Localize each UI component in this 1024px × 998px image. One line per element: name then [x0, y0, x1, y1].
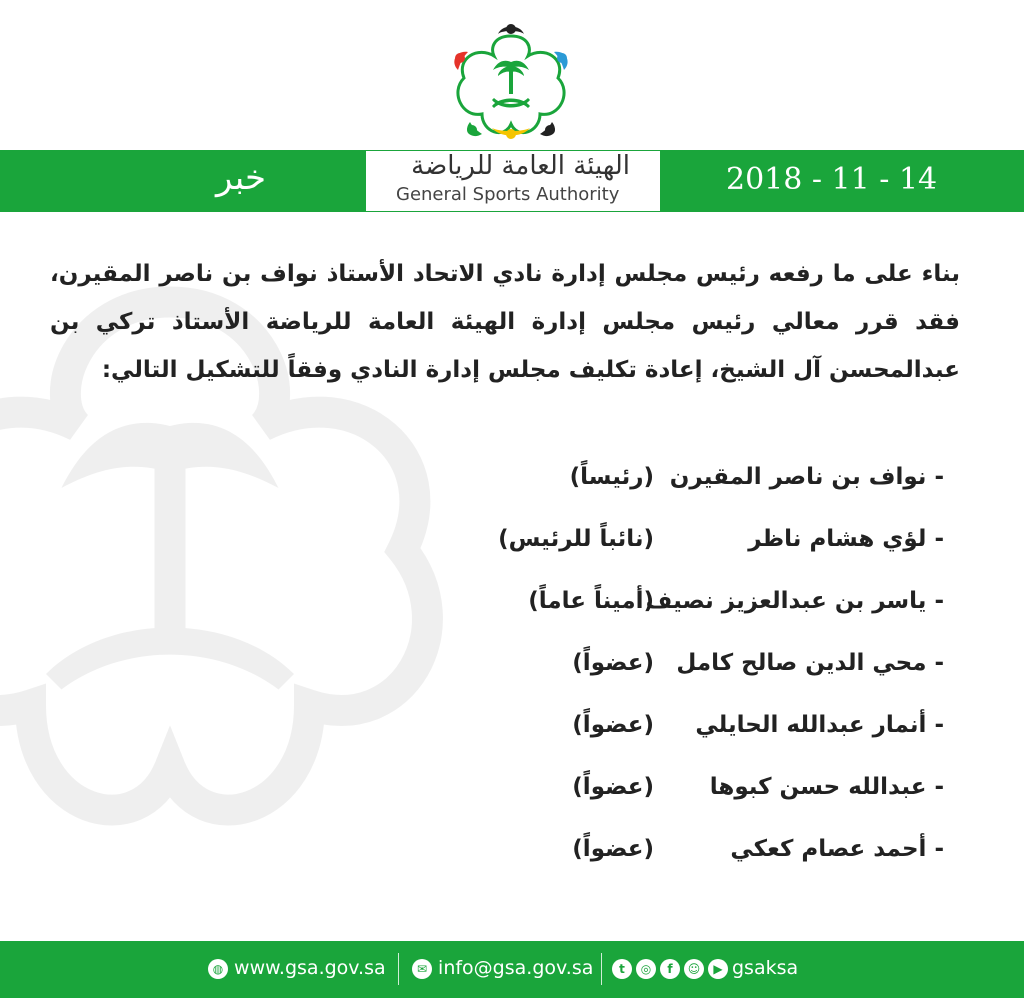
- date-block: [660, 150, 1024, 212]
- globe-icon: ◍: [208, 959, 228, 979]
- org-name-arabic: الهيئة العامة للرياضة: [411, 151, 630, 181]
- email-link[interactable]: [412, 957, 593, 979]
- website-link[interactable]: [208, 957, 386, 979]
- twitter-icon[interactable]: t: [612, 959, 632, 979]
- member-role: (نائباً للرئيس): [498, 526, 654, 552]
- social-icons: [612, 959, 728, 979]
- member-role: (عضواً): [572, 650, 654, 676]
- member-name: - نواف بن ناصر المقيرن: [669, 464, 944, 490]
- member-name: - ياسر بن عبدالعزيز نصيف: [645, 588, 944, 614]
- org-name-english: General Sports Authority: [396, 184, 620, 205]
- member-name: - أحمد عصام كعكي: [730, 836, 944, 862]
- footer-divider: [601, 953, 602, 985]
- members-list: [498, 464, 944, 898]
- news-date: 2018 - 11 - 14: [726, 162, 938, 197]
- instagram-icon[interactable]: ◎: [636, 959, 656, 979]
- snapchat-icon[interactable]: ☺: [684, 959, 704, 979]
- footer-bar: [0, 941, 1024, 998]
- list-item: [498, 836, 944, 898]
- list-item: [498, 774, 944, 836]
- list-item: [498, 650, 944, 712]
- member-role: (أميناً عاماً): [528, 588, 654, 614]
- org-name-block: [366, 150, 660, 212]
- news-label-block: [0, 150, 366, 212]
- member-role: (عضواً): [572, 712, 654, 738]
- list-item: [498, 526, 944, 588]
- member-role: (عضواً): [572, 774, 654, 800]
- news-label: خبر: [215, 158, 266, 198]
- youtube-icon[interactable]: ▶: [708, 959, 728, 979]
- member-role: (عضواً): [572, 836, 654, 862]
- member-name: - لؤي هشام ناظر: [748, 526, 944, 552]
- list-item: [498, 712, 944, 774]
- member-name: - أنمار عبدالله الحايلي: [695, 712, 944, 738]
- list-item: [498, 588, 944, 650]
- footer-divider: [398, 953, 399, 985]
- member-name: - محي الدين صالح كامل: [676, 650, 944, 676]
- member-role: (رئيساً): [569, 464, 654, 490]
- list-item: [498, 464, 944, 526]
- news-body-text: بناء على ما رفعه رئيس مجلس إدارة نادي الاتحاد الأستاذ نواف بن ناصر المقيرن، فقد قرر معالي رئيس مجلس إدارة الهيئة العامة للرياضة الأستاذ تركي بن عبدالمحسن آل الشيخ، إعادة تكليف مجلس إدارة النادي وفقاً للتشكيل التالي:: [50, 261, 960, 383]
- social-handle[interactable]: gsaksa: [732, 957, 799, 979]
- gsa-logo-icon: [448, 22, 574, 140]
- email-text: info@gsa.gov.sa: [438, 957, 594, 979]
- facebook-icon[interactable]: f: [660, 959, 680, 979]
- mail-icon: ✉: [412, 959, 432, 979]
- member-name: - عبدالله حسن كبوها: [709, 774, 944, 800]
- header-band: [0, 150, 1024, 212]
- website-text: www.gsa.gov.sa: [234, 957, 386, 979]
